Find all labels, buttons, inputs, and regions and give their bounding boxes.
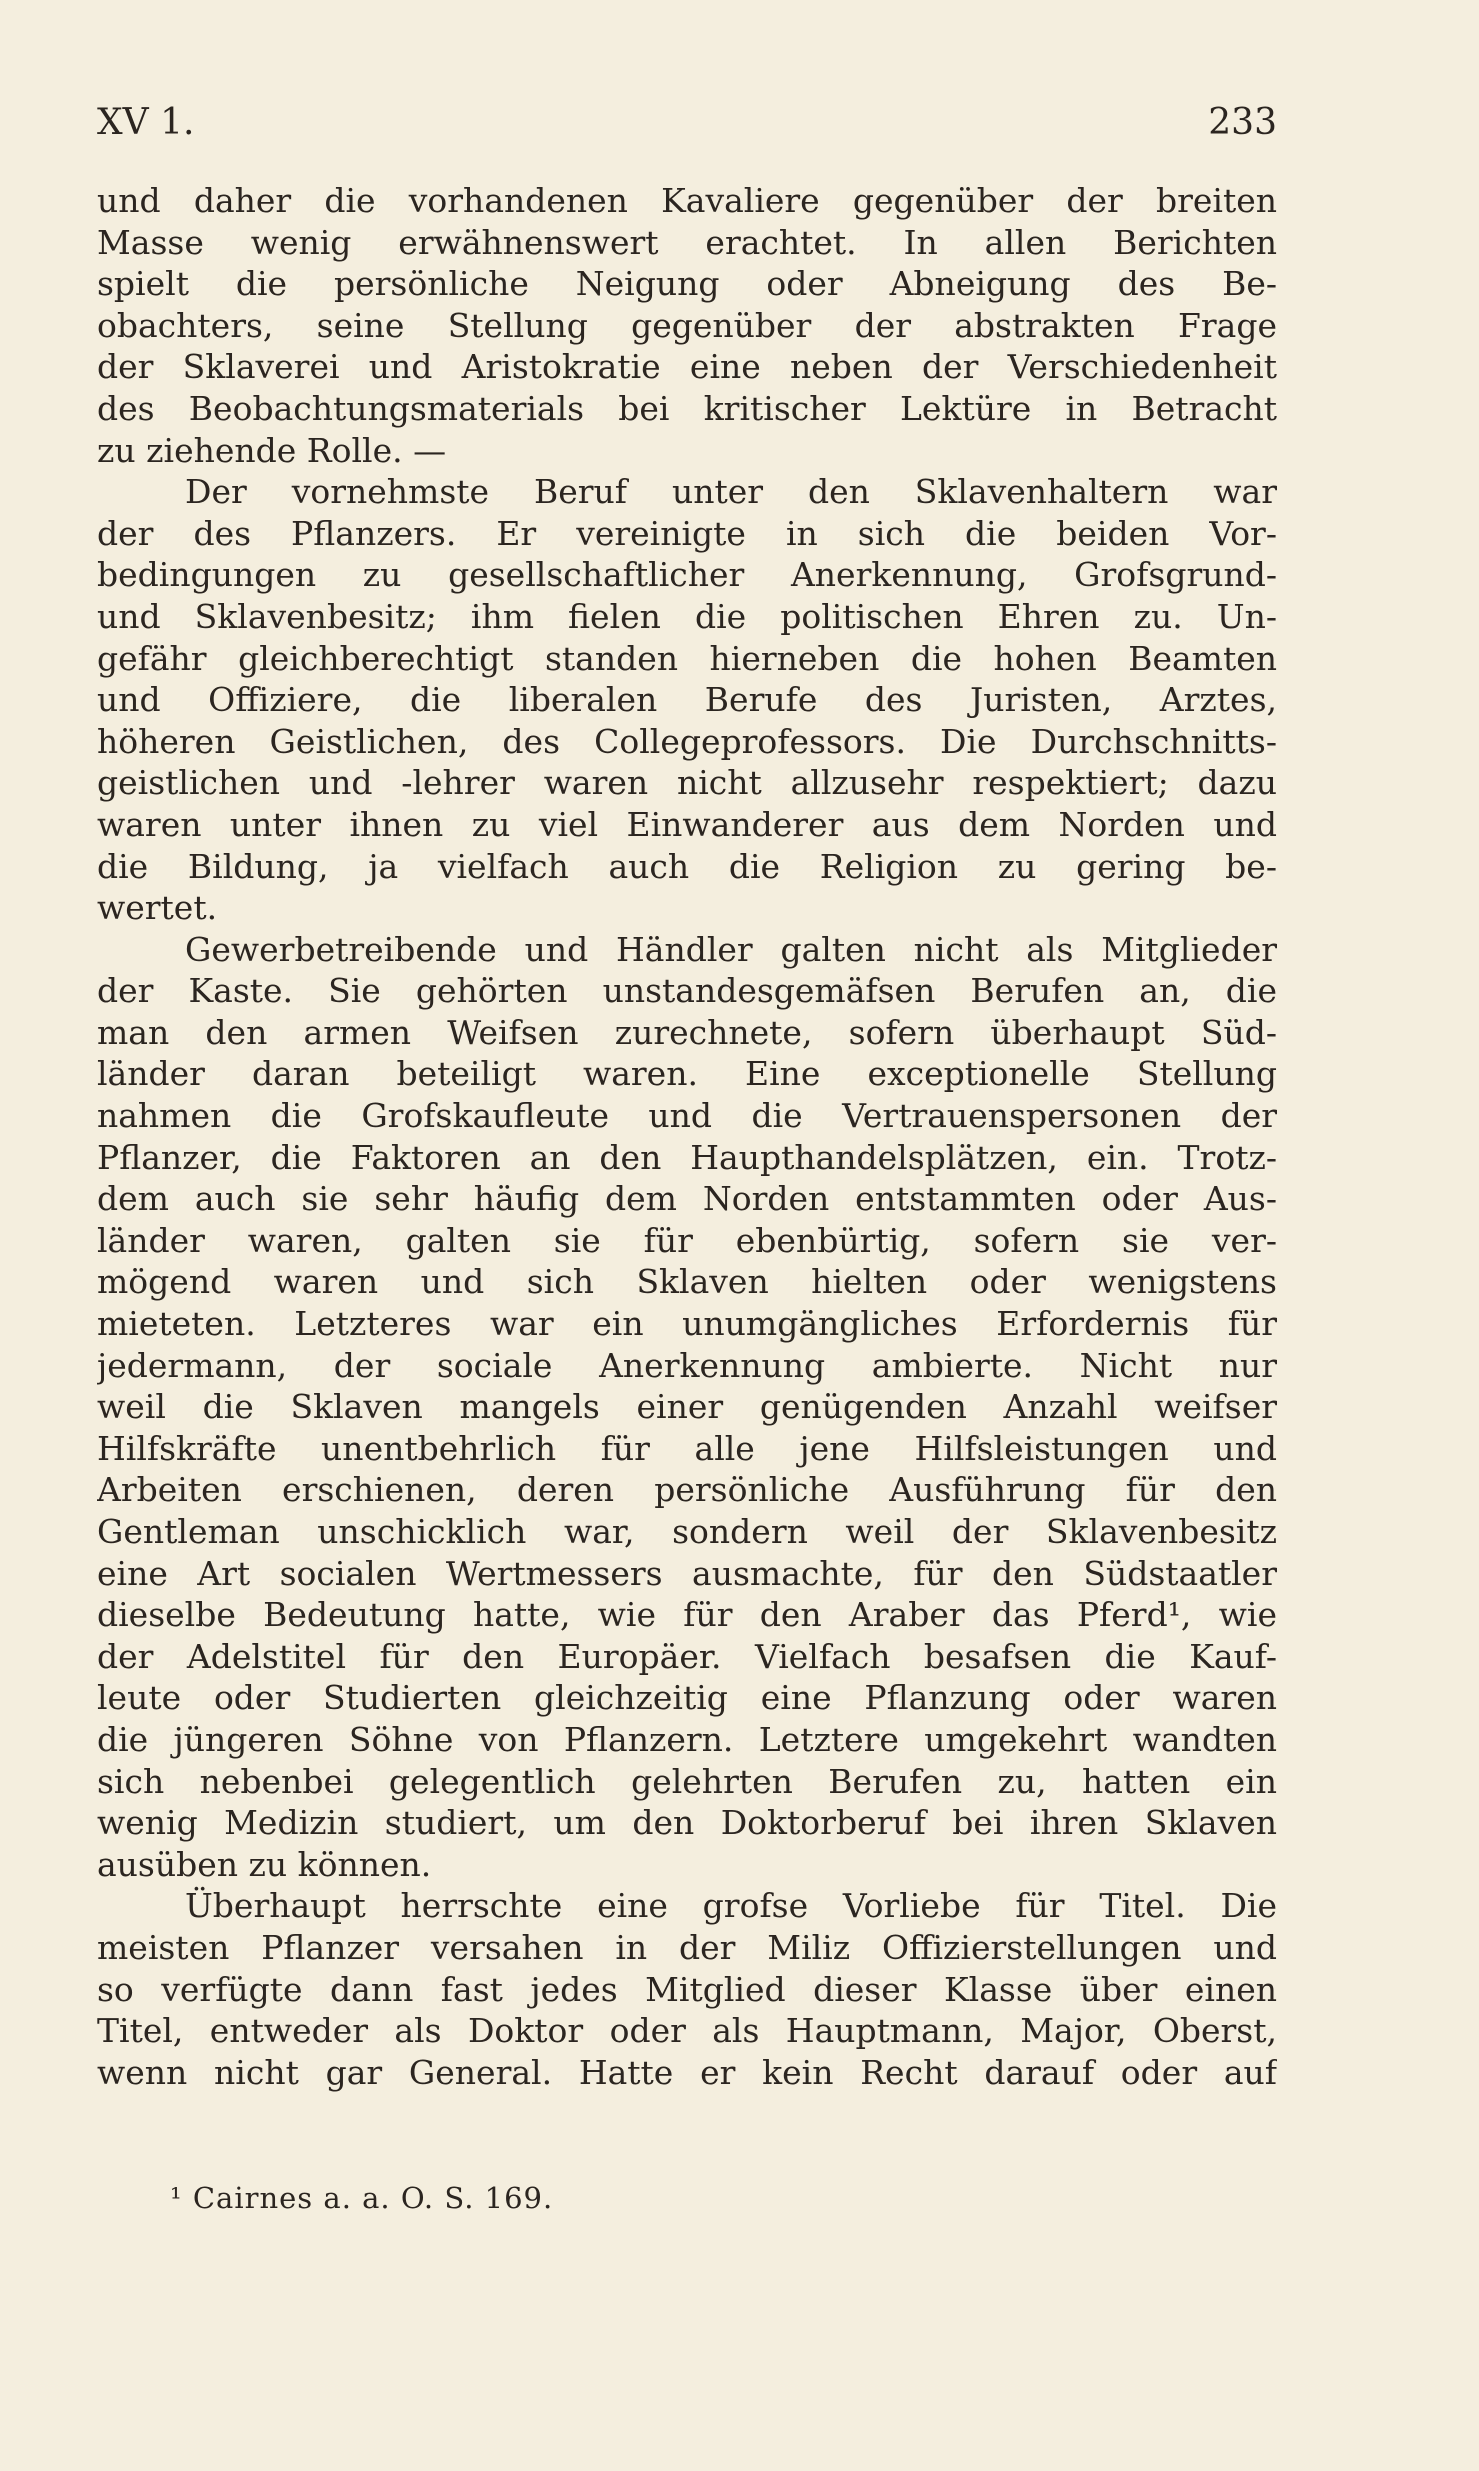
text-line: geistlichen und -lehrer waren nicht allzusehr respektiert; dazu: [97, 763, 1277, 803]
text-line: nahmen die Grofskaufleute und die Vertrauenspersonen der: [97, 1096, 1277, 1136]
text-line: der Adelstitel für den Europäer. Vielfach besafsen die Kauf-: [97, 1636, 1277, 1676]
text-line: sich nebenbei gelegentlich gelehrten Berufen zu, hatten ein: [97, 1761, 1277, 1801]
text-line: und daher die vorhandenen Kavaliere gegenüber der breiten: [97, 181, 1277, 220]
text-line: mieteten. Letzteres war ein unumgängliches Erfordernis für: [97, 1304, 1277, 1344]
text-line: Der vornehmste Beruf unter den Sklavenhaltern war: [185, 472, 1277, 512]
text-line: wertet.: [97, 888, 218, 928]
text-line: der Sklaverei und Aristokratie eine neben der Verschiedenheit: [97, 347, 1277, 387]
text-line: dem auch sie sehr häufig dem Norden entstammten oder Aus-: [97, 1179, 1277, 1219]
text-line: wenig Medizin studiert, um den Doktorberuf bei ihren Sklaven: [97, 1803, 1277, 1843]
text-line: Pflanzer, die Faktoren an den Haupthandelsplätzen, ein. Trotz-: [97, 1137, 1277, 1177]
text-line: bedingungen zu gesellschaftlicher Anerkennung, Grofsgrund-: [97, 555, 1277, 595]
text-line: der Kaste. Sie gehörten unstandesgemäfsen Berufen an, die: [97, 971, 1277, 1011]
text-line: zu ziehende Rolle. —: [97, 430, 447, 470]
text-line: waren unter ihnen zu viel Einwanderer aus dem Norden und: [97, 804, 1277, 844]
text-line: Arbeiten erschienen, deren persönliche Ausführung für den: [97, 1470, 1277, 1510]
text-line: Masse wenig erwähnenswert erachtet. In allen Berichten: [97, 222, 1277, 262]
text-line: gefähr gleichberechtigt standen hierneben die hohen Beamten: [97, 638, 1277, 678]
text-line: länder daran beteiligt waren. Eine exceptionelle Stellung: [97, 1054, 1277, 1094]
text-line: Gentleman unschicklich war, sondern weil der Sklavenbesitz: [97, 1512, 1277, 1551]
text-line: und Sklavenbesitz; ihm fielen die politischen Ehren zu. Un-: [97, 596, 1277, 636]
text-line: eine Art socialen Wertmessers ausmachte, für den Südstaatler: [97, 1553, 1277, 1593]
text-line: Hilfskräfte unentbehrlich für alle jene Hilfsleistungen und: [97, 1428, 1277, 1468]
text-line: die Bildung, ja vielfach auch die Religion zu gering be-: [97, 846, 1277, 886]
body-text: [97, 180, 1277, 2093]
text-line: Gewerbetreibende und Händler galten nicht als Mitglieder: [185, 929, 1277, 969]
text-line: des Beobachtungsmaterials bei kritischer Lektüre in Betracht: [97, 388, 1277, 428]
text-line: leute oder Studierten gleichzeitig eine Pflanzung oder waren: [97, 1678, 1277, 1718]
text-line: weil die Sklaven mangels einer genügenden Anzahl weifser: [97, 1387, 1277, 1427]
text-line: jedermann, der sociale Anerkennung ambierte. Nicht nur: [97, 1345, 1277, 1385]
text-line: länder waren, galten sie für ebenbürtig, sofern sie ver-: [97, 1220, 1277, 1260]
page-number: 233: [1208, 102, 1277, 143]
text-line: meisten Pflanzer versahen in der Miliz Offizierstellungen und: [97, 1927, 1277, 1967]
text-line: Überhaupt herrschte eine grofse Vorliebe für Titel. Die: [185, 1886, 1277, 1926]
text-line: höheren Geistlichen, des Collegeprofessors. Die Durchschnitts-: [97, 721, 1277, 761]
text-line: obachters, seine Stellung gegenüber der abstrakten Frage: [97, 305, 1277, 345]
text-line: dieselbe Bedeutung hatte, wie für den Araber das Pferd¹, wie: [97, 1595, 1277, 1635]
text-line: die jüngeren Söhne von Pflanzern. Letztere umgekehrt wandten: [97, 1719, 1277, 1759]
text-line: so verfügte dann fast jedes Mitglied dieser Klasse über einen: [97, 1969, 1277, 2009]
text-line: man den armen Weifsen zurechnete, sofern überhaupt Süd-: [97, 1012, 1277, 1052]
text-line: und Offiziere, die liberalen Berufe des Juristen, Arztes,: [97, 680, 1277, 720]
footnote: ¹ Cairnes a. a. O. S. 169.: [170, 2181, 554, 2215]
text-line: wenn nicht gar General. Hatte er kein Recht darauf oder auf: [97, 2052, 1277, 2092]
text-line: der des Pflanzers. Er vereinigte in sich die beiden Vor-: [97, 513, 1277, 553]
text-line: Titel, entweder als Doktor oder als Hauptmann, Major, Oberst,: [97, 2011, 1277, 2051]
chapter-marker: XV 1.: [97, 102, 195, 143]
text-line: ausüben zu können.: [97, 1844, 432, 1884]
text-line: mögend waren und sich Sklaven hielten oder wenigstens: [97, 1262, 1277, 1302]
running-header: [97, 98, 1277, 148]
text-line: spielt die persönliche Neigung oder Abneigung des Be-: [97, 264, 1277, 304]
